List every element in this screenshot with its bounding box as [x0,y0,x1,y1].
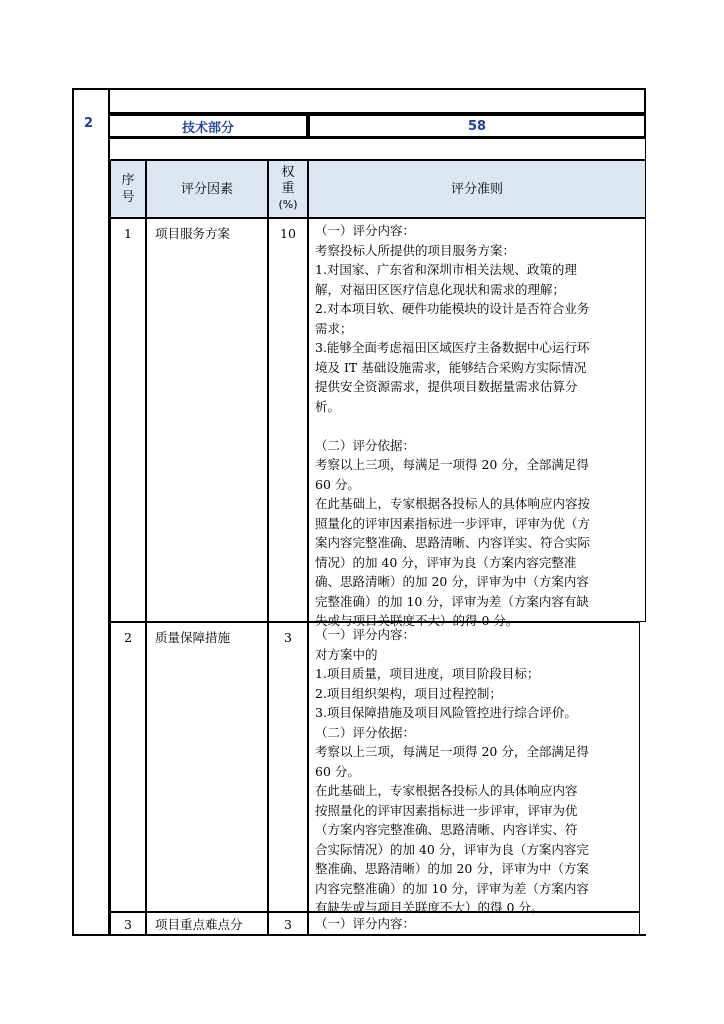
criteria-line [315,416,639,436]
criteria-line: 析。 [315,398,341,414]
criteria-line: 需求； [315,320,353,336]
spacer-row [108,138,646,160]
criteria-line: （二）评分依据： [315,724,416,740]
header-seq [110,160,146,218]
criteria-line: 失或与项目关联度不大）的得 0 分。 [315,613,519,628]
criteria-line: 境及 IT 基础设施需求，能够结合采购方实际情况 [315,359,587,375]
header-seq-line2: 号 [121,190,135,205]
criteria-line: 3.能够全面考虑福田区域医疗主备数据中心运行环 [315,340,590,355]
row2-seq: 2 [110,622,146,912]
section-number: 2 [84,116,94,131]
criteria-line: 对方案中的 [315,646,378,662]
row3-weight: 3 [268,912,308,936]
criteria-line: 考察以上三项，每满足一项得 20 分，全部满足得 [315,744,589,759]
criteria-line: 情况）的加 40 分，评审为良（方案内容完整准 [315,554,577,570]
criteria-line: 确、思路清晰）的加 20 分，评审为中（方案内容 [315,574,589,589]
header-weight [268,160,308,218]
criteria-line: 内容完整准确）的加 10 分，评审为差（方案内容 [315,880,589,896]
section-weight: 58 [308,114,646,138]
criteria-line: 照量化的评审因素指标进一步评审，评审为优（方 [315,515,591,531]
header-seq-line1: 序 [121,173,135,188]
criteria-line: 提供安全资源需求，提供项目数据量需求估算分 [315,379,578,394]
criteria-line: 解，对福田区医疗信息化现状和需求的理解； [315,281,566,297]
criteria-line: （方案内容完整准确、思路清晰、内容详实、符 [315,822,578,837]
criteria-line: 考察以上三项，每满足一项得 20 分，全部满足得 [315,457,589,472]
criteria-line: 合实际情况）的加 40 分，评审为良（方案内容完 [315,841,589,857]
row1-seq: 1 [110,218,146,622]
criteria-line: 1.项目质量，项目进度，项目阶段目标； [315,666,540,681]
header-weight-line2: 重 [281,181,295,196]
row1-weight: 10 [268,218,308,622]
criteria-line: 考察投标人所提供的项目服务方案： [315,242,516,258]
criteria-line: （二）评分依据： [315,437,416,453]
criteria-line: 2.对本项目软、硬件功能模块的设计是否符合业务 [315,301,590,316]
row3-factor: 项目重点难点分 [146,912,268,936]
criteria-line: 整准确、思路清晰）的加 20 分，评审为中（方案 [315,861,589,876]
criteria-line: 在此基础上，专家根据各投标人的具体响应内容 [315,783,578,798]
criteria-line: 在此基础上，专家根据各投标人的具体响应内容按 [315,496,591,511]
criteria-line: 完整准确）的加 10 分，评审为差（方案内容有缺 [315,593,589,609]
top-empty-row [108,88,646,114]
row3-seq: 3 [110,912,146,936]
criteria-line: （一）评分内容： [315,223,416,238]
criteria-line: （一）评分内容： [315,627,416,642]
criteria-line: 3.项目保障措施及项目风险管控进行综合评价。 [315,705,577,720]
row2-criteria [308,622,640,915]
criteria-line: 有缺失或与项目关联度不大）的得 0 分。 [315,900,544,915]
header-factor: 评分因素 [146,160,268,218]
criteria-line: 按照量化的评审因素指标进一步评审，评审为优 [315,802,578,818]
header-weight-line1: 权 [281,165,295,180]
criteria-line: 1.对国家、广东省和深圳市相关法规、政策的理 [315,262,577,277]
criteria-line: 2.项目组织架构，项目过程控制； [315,685,502,701]
criteria-line: 60 分。 [315,763,360,779]
section-title: 技术部分 [108,114,308,138]
row1-criteria [308,218,646,628]
row3-criteria [308,912,640,936]
header-weight-line3: (%) [278,198,298,211]
criteria-line: 60 分。 [315,476,360,492]
criteria-line: 案内容完整准确、思路清晰、内容详实、符合实际 [315,535,591,550]
criteria-line: （一）评分内容： [315,916,416,931]
row2-factor: 质量保障措施 [146,622,268,912]
header-criteria: 评分准则 [308,160,646,218]
row2-weight: 3 [268,622,308,912]
row1-factor: 项目服务方案 [146,218,268,622]
